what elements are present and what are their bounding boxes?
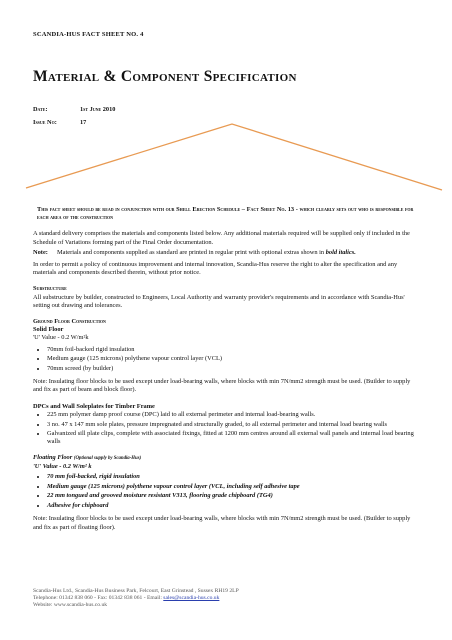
solid-floor-u-value: 'U' Value - 0.2 W/m²k [33, 334, 89, 342]
list-item: • Medium gauge (125 microns) polythene vapour control layer (VCL, including self adhesive tape [47, 483, 419, 491]
floating-floor-heading-row [33, 454, 419, 463]
list-item: • Galvanized sill plate clips, complete with associated fixings, fitted at 1200 mm centres around all external wall panels and internal load bearing walls [47, 430, 419, 446]
floating-floor-note: Note: Insulating floor blocks to be used except under load-bearing walls, where blocks with min 7N/mm2 strength must be used. (Builder to supply and fix as part of floating floor). [33, 515, 411, 531]
list-item: • 225 mm polymer damp proof course (DPC) laid to all external perimeter and internal load-bearing walls. [47, 411, 419, 419]
footer-email-link[interactable]: sales@scandia-hus.co.uk [163, 595, 220, 602]
footer-address: Scandia-Hus Ltd., Scandia-Hus Business Park, Felcourt, East Grinstead , Sussex RH19 2LP [33, 588, 239, 594]
solid-floor-list [33, 346, 419, 374]
ground-floor-heading: Ground Floor Construction [33, 318, 106, 326]
list-item: • 22 mm tongued and grooved moisture resistant V313, flooring grade chipboard (TG4) [47, 492, 419, 500]
footer-phone-fax: Telephone: 01342 838 060 - Fax: 01342 838 061 - Email: [33, 595, 164, 602]
solid-floor-note: Note: Insulating floor blocks to be used except under load-bearing walls, where blocks with min 7N/mm2 strength must be used. (Builder to supply and fix as part of beam and block floor). [33, 378, 411, 394]
improvement-text: In order to permit a policy of continuous improvement and internal innovation, Scandia-Hus reserve the right to alter the specification and any materials and components described therein, without prior notice. [33, 261, 398, 277]
list-item: • 70mm screed (by builder) [47, 365, 419, 373]
floating-floor-u-value: 'U' Value - 0.2 W/m² k [33, 462, 92, 470]
list-item: • 70mm foil-backed rigid insulation [47, 346, 419, 354]
date-label: Date: [33, 106, 48, 113]
page-title: Material & Component Specification [33, 68, 297, 85]
note-text-bold-italic: bold italics. [325, 248, 356, 256]
footer [33, 588, 239, 610]
standard-delivery-text: A standard delivery comprises the materials and components listed below. Any additional materials required will be supplied only if included in the Schedule of Variations forming part of the Final Order documentation. [33, 230, 410, 246]
issue-value: 17 [80, 119, 87, 126]
issue-label: Issue No: [33, 119, 57, 126]
fact-sheet-header: SCANDIA-HUS FACT SHEET NO. 4 [33, 31, 144, 38]
substructure-text: All substructure by builder, constructed to Engineers, Local Authority and warranty provider's requirements and in accordance with Scandia-Hus' setting out drawing and tolerances. [33, 293, 405, 309]
note-text [57, 249, 356, 257]
footer-contact [33, 595, 239, 602]
roof-line-graphic [0, 0, 452, 200]
note-row [33, 249, 419, 257]
list-item: • Adhesive for chipboard [47, 502, 419, 510]
date-value: 1st June 2010 [80, 106, 116, 113]
solid-floor-subheading: Solid Floor [33, 326, 64, 334]
list-item: • 3 no. 47 x 147 mm sole plates, pressure impregnated and structurally graded, to all external perimeter and internal load bearing walls [47, 421, 419, 429]
floating-floor-heading: Floating Floor [33, 453, 73, 461]
floating-floor-list [33, 473, 419, 510]
dpc-heading: DPCs and Wall Soleplates for Timber Frame [33, 402, 155, 410]
list-item: • 70 mm foil-backed, rigid insulation [47, 473, 419, 481]
roof-line [26, 124, 442, 190]
substructure-heading: Substructure [33, 285, 67, 293]
floating-floor-optional: (Optional supply by Scandia-Hus) [73, 455, 142, 461]
footer-website: Website: www.scandia-hus.co.uk [33, 602, 108, 609]
dpc-list [33, 411, 419, 447]
note-label: Note: [33, 248, 48, 256]
main-content [33, 206, 419, 532]
list-item: • Medium gauge (125 microns) polythene vapour control layer (VCL) [47, 355, 419, 363]
read-with-notice: This fact sheet should be read in conjunction with our Shell Erection Schedule – Fact Sheet No. 13 - which clearly sets out who is responsible for each area of the construction [37, 206, 414, 222]
note-text-regular: Materials and components supplied as standard are printed in regular print with optional extras shown in [57, 248, 326, 256]
